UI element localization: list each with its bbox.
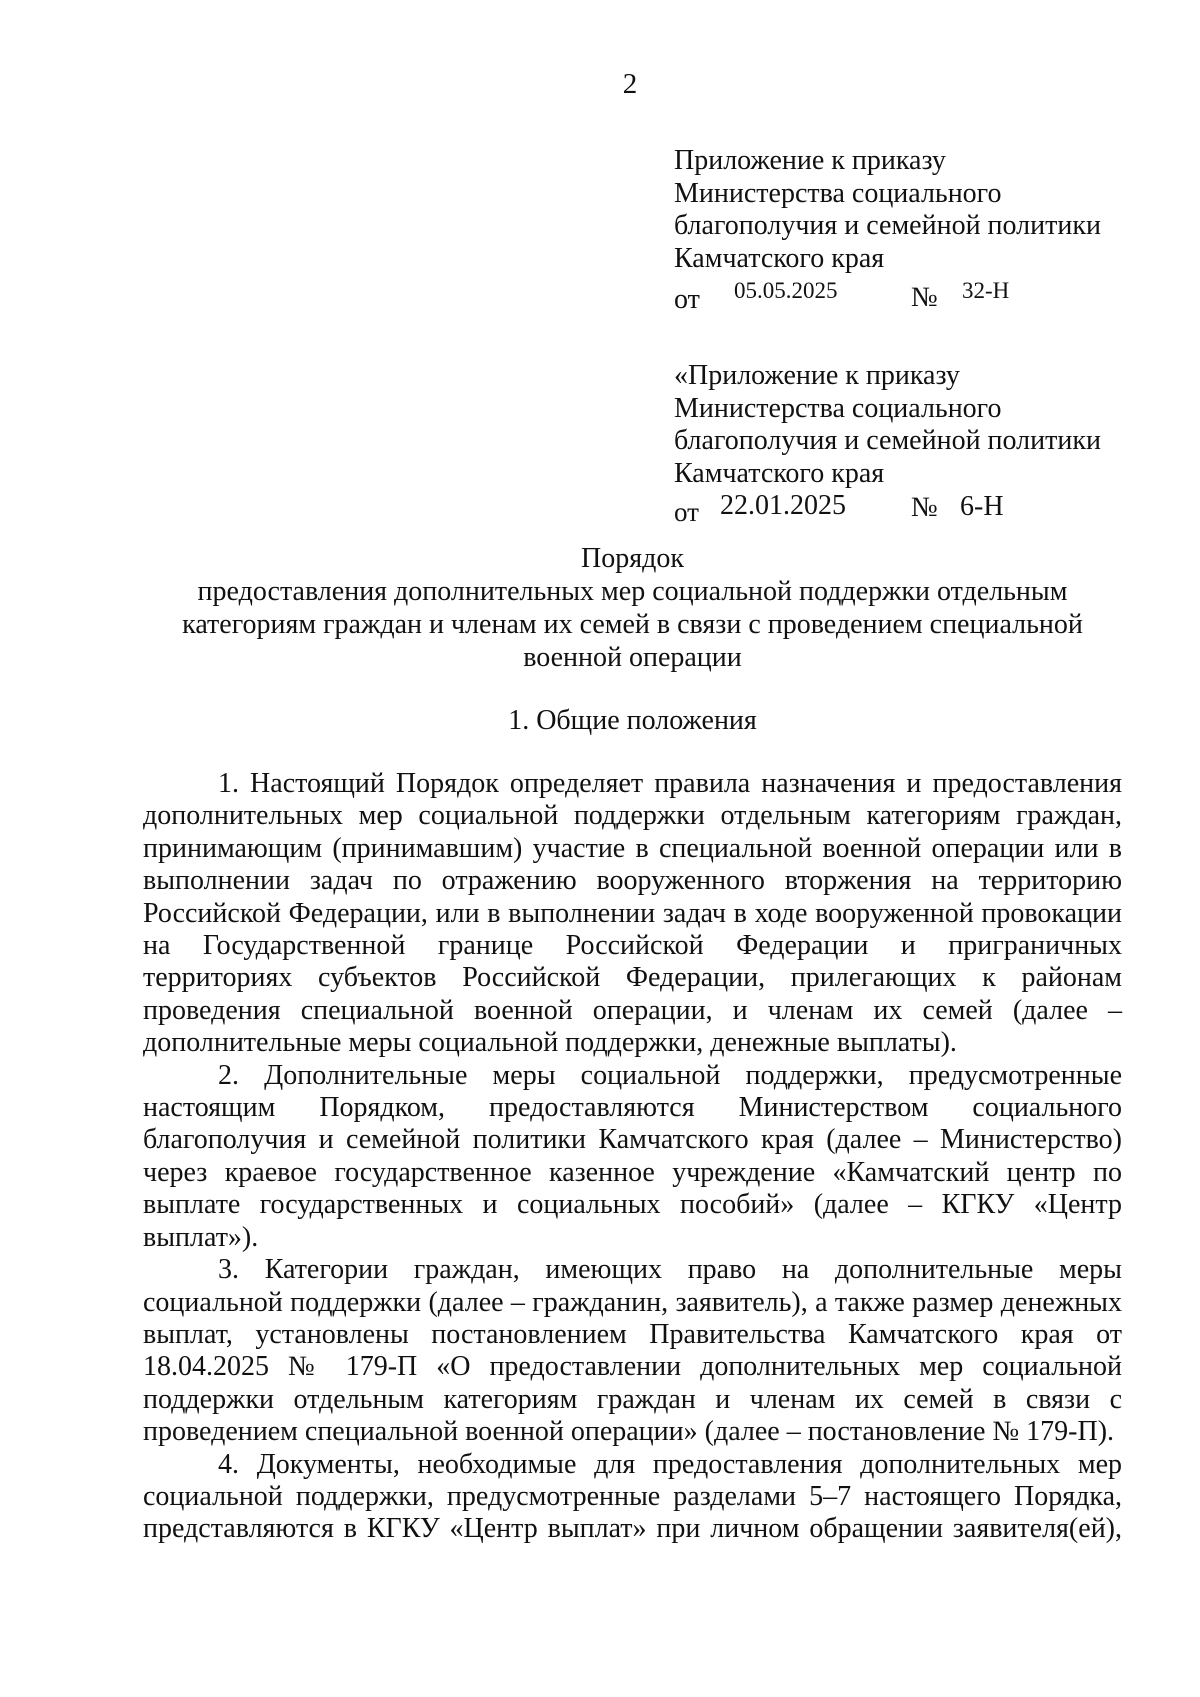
paragraph: 4. Документы, необходимые для предоставления дополнительных мер социальной поддержки, предусмотренные разделами 5–7 настоящего Порядка, представляются в КГКУ «Центр выплат» при личном обращении заявителя(ей), xyxy=(143,1448,1122,1545)
appendix-current-line: Камчатского края xyxy=(674,242,885,274)
appendix-original-line: Камчатского края xyxy=(674,457,885,489)
document-subtitle-line: категориям граждан и членам их семей в связи с проведением специальной xyxy=(182,609,1083,640)
paragraph: 1. Настоящий Порядок определяет правила назначения и предоставления дополнительных мер социальной поддержки отдельным категориям граждан, принимающим (принимавшим) участие в специальной военной операции или в выполнении задач по отражению вооруженного вторжения на территорию Российской Федерации, или в выполнении задач в ходе вооруженной провокации на Государственной границе Российской Федерации и приграничных территориях субъектов Российской Федерации, прилегающих к районам проведения специальной военной операции, и членам их семей (далее – дополнительные меры социальной поддержки, денежные выплаты). xyxy=(143,768,1122,1059)
order-number: 6-Н xyxy=(960,491,1004,522)
paragraph: 2. Дополнительные меры социальной поддержки, предусмотренные настоящим Порядком, предоставляются Министерством социального благополучия и семейной политики Камчатского края (далее – Министерство) через краевое государственное казенное учреждение «Камчатский центр по выплате государственных и социальных пособий» (далее – КГКУ «Центр выплат»). xyxy=(143,1059,1122,1253)
section-title: 1. Общие положения xyxy=(508,705,757,736)
body-text xyxy=(143,768,1122,1546)
document-heading: Порядок xyxy=(581,543,684,574)
appendix-original-line: «Приложение к приказу xyxy=(674,360,960,391)
appendix-current-line: Министерства социального xyxy=(674,177,1002,209)
number-sign: № xyxy=(911,282,938,313)
appendix-original-date-row xyxy=(674,490,1101,530)
document-title xyxy=(145,542,1120,674)
order-date: 22.01.2025 xyxy=(720,490,846,521)
number-sign: № xyxy=(911,492,938,523)
appendix-current xyxy=(674,145,1101,315)
ot-label: от xyxy=(674,284,700,315)
order-number: 32-Н xyxy=(962,278,1010,303)
paragraph: 3. Категории граждан, имеющих право на дополнительные меры социальной поддержки (далее – гражданин, заявитель), а также размер денежных выплат, установлены постановлением Правительства Камчатского края от 18.04.2025 № 179-П «О предоставлении дополнительных мер социальной поддержки отдельным категориям граждан и членам их семей в связи с проведением специальной военной операции» (далее – постановление № 179-П). xyxy=(143,1254,1122,1448)
appendix-current-line: благополучия и семейной политики xyxy=(674,210,1101,241)
appendix-original-line: Министерства социального xyxy=(674,392,1002,424)
order-date: 05.05.2025 xyxy=(734,278,838,303)
appendix-original xyxy=(674,360,1101,530)
appendix-original-line: благополучия и семейной политики xyxy=(674,425,1101,456)
ot-label: от xyxy=(674,497,699,527)
document-subtitle-line: предоставления дополнительных мер социальной поддержки отдельным xyxy=(197,576,1068,607)
document-subtitle-line: военной операции xyxy=(523,642,742,673)
page-number: 2 xyxy=(622,68,638,100)
appendix-current-line: Приложение к приказу xyxy=(674,145,946,176)
appendix-current-date-row xyxy=(674,275,1101,315)
